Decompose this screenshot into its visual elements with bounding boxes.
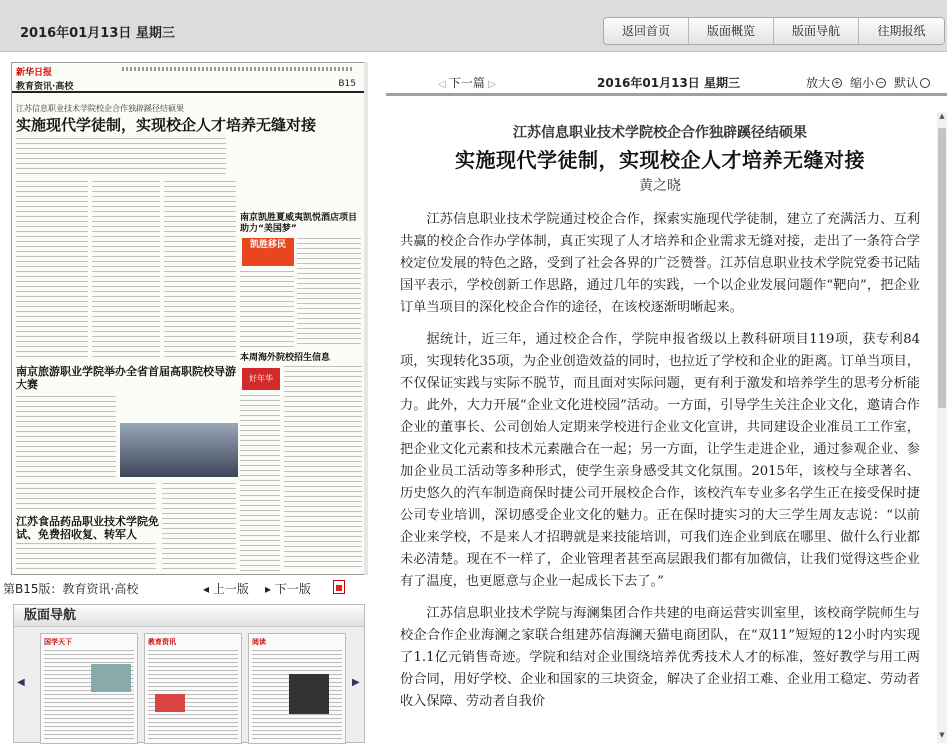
side-headline-1[interactable]: 南京凯胜夏威夷凯悦酒店项目助力“美国梦”: [240, 213, 358, 234]
current-page-label: 第B15版：教育资讯·高校: [3, 582, 139, 596]
article-kicker: 江苏信息职业技术学院校企合作独辟蹊径结硕果: [513, 125, 807, 141]
page-headline[interactable]: 实施现代学徒制，实现校企人才培养无缝对接: [16, 116, 317, 134]
article-date: 2016年01月13日 星期三: [597, 76, 740, 90]
page-footer: [3, 580, 363, 596]
zoom-out-button[interactable]: [850, 74, 886, 91]
text-column[interactable]: [16, 181, 88, 361]
next-page-label: 下一版: [274, 582, 311, 596]
thumbnail-title: 教育资讯: [148, 638, 176, 646]
issue-date: 2016年01月13日 星期三: [20, 26, 175, 41]
news-photo[interactable]: [120, 423, 238, 477]
next-page-link[interactable]: ▸ 下一版: [265, 582, 311, 596]
page-sub-headline[interactable]: 江苏信息职业技术学院校企合作独辟蹊径结硕果: [16, 104, 184, 113]
panel-title: 版面导航: [14, 605, 364, 627]
masthead-fineprint: [122, 67, 352, 71]
text-column[interactable]: [297, 238, 361, 348]
home-button[interactable]: 返回首页: [604, 18, 689, 44]
page-navigation-panel: [13, 604, 365, 743]
thumbnail-title: 阅读: [252, 638, 266, 646]
article-paragraph: 江苏信息职业技术学院与海澜集团合作共建的电商运营实训室里，该校商学院师生与校企合作企业海澜之家联合组建苏信海澜天猫电商团队，在“双11”短短的12小时内实现了1.1亿元销售奇迹。学院和结对企业围绕培养优秀技术人才的标准，签好教学与用工两份合同，用好学校、企业和国家的三块资金，解决了企业招工难、企业用工稳定、劳动者收入保障、劳动者自我价: [400, 606, 920, 709]
article-reader: [386, 62, 947, 743]
article-body: [400, 122, 920, 713]
default-size-label: 默认: [894, 76, 919, 90]
default-size-button[interactable]: [894, 74, 930, 91]
text-column[interactable]: [16, 483, 156, 513]
thumbnail-title: 国学天下: [44, 638, 72, 646]
thumbnail-image: [155, 694, 185, 712]
newspaper-section: 教育资讯·高校: [16, 82, 74, 92]
top-bar: [0, 0, 947, 52]
page-overview-button[interactable]: 版面概览: [689, 18, 774, 44]
masthead: [12, 63, 364, 93]
thumbnail-image: [289, 674, 329, 714]
article-author: 黄之晓: [639, 178, 681, 194]
next-article-link[interactable]: ◁ 下一篇 ▷: [438, 74, 496, 91]
scroll-up-icon[interactable]: ▲: [939, 112, 945, 120]
page-nav-button[interactable]: 版面导航: [774, 18, 859, 44]
article-title: 实施现代学徒制，实现校企人才培养无缝对接: [455, 148, 865, 172]
article-toolbar: [386, 62, 947, 96]
page-image-scrollbar[interactable]: [364, 62, 368, 575]
page-thumbnail[interactable]: [144, 633, 242, 744]
prev-page-link[interactable]: ◂ 上一版: [203, 582, 249, 596]
text-column[interactable]: [284, 366, 362, 571]
scroll-left-icon[interactable]: ◀: [17, 677, 25, 688]
zoom-in-button[interactable]: [806, 74, 842, 91]
ad-image-1[interactable]: 凯胜移民: [242, 238, 294, 266]
lead-text-block[interactable]: [16, 138, 226, 178]
zoom-in-label: 放大: [806, 76, 831, 90]
newspaper-page-image[interactable]: [11, 62, 365, 575]
pdf-icon[interactable]: [333, 580, 345, 594]
text-column[interactable]: [92, 181, 160, 361]
left-headline-2[interactable]: 南京旅游职业学院举办全省首届高职院校导游大赛: [16, 365, 236, 391]
ad-image-2[interactable]: 好年华: [242, 368, 280, 390]
article-scrollbar[interactable]: [937, 112, 947, 743]
newspaper-page-number: B15: [338, 79, 356, 89]
newspaper-logo: 新华日报: [16, 68, 53, 78]
text-column[interactable]: [240, 395, 280, 571]
prev-page-label: 上一版: [212, 582, 249, 596]
text-column[interactable]: [16, 396, 116, 478]
left-headline-3[interactable]: 江苏食品药品职业技术学院免试、免费招收复、转军人: [16, 515, 159, 541]
thumbnail-image: [91, 664, 131, 692]
text-column[interactable]: [240, 271, 294, 351]
minus-icon: −: [877, 77, 885, 87]
scroll-down-icon[interactable]: ▼: [939, 731, 945, 739]
circle-icon: [920, 78, 930, 88]
article-paragraph: 江苏信息职业技术学院通过校企合作，探索实施现代学徒制，建立了充满活力、互利共赢的校企合作办学体制，真正实现了人才培养和企业需求无缝对接，走出了一条符合学校定位发展的特色之路，受到了社会各界的广泛赞誉。江苏信息职业技术学院党委书记陆国平表示，学校创新工作思路，通过几年的实践，一个以企业发展问题作“靶向”，把企业订单当项目的深化校企合作的途径，在该校逐渐明晰起来。: [400, 212, 920, 315]
plus-icon: +: [833, 77, 841, 87]
top-nav: [603, 17, 945, 45]
text-column[interactable]: [164, 181, 236, 361]
page-thumbnail[interactable]: [40, 633, 138, 744]
scroll-right-icon[interactable]: ▶: [352, 677, 360, 688]
zoom-out-label: 缩小: [850, 76, 875, 90]
past-issues-button[interactable]: 往期报纸: [859, 18, 944, 44]
page-thumbnail[interactable]: [248, 633, 346, 744]
article-paragraph: 据统计，近三年，通过校企合作，学院申报省级以上教科研项目119项，获专利84项，实现转化35项，为企业创造效益的同时，也拉近了学校和企业的距离。订单当项目，不仅保证实践与实际不脱节，而且面对实际问题，更有利于激发和培养学生的思考分析能力。此外，大力开展“企业文化进校园”活动。一方面，引导学生关注企业文化，邀请合作企业的董事长、公司创始人定期来学校进行企业文化宣讲，共同建设企业准员工工作室，把企业文化元素和技术元素融合在一起；另一方面，让学生走进企业，通过参观企业、参加企业员工活动等多种形式，使学生亲身感受其文化氛围。2015年，该校与全球著名、历史悠久的汽车制造商保时捷公司开展校企合作，该校汽车专业多名学生正在接受保时捷公司专业培训，深切感受企业文化的魅力。正在保时捷实习的大三学生周友志说：“以前企业来学校，不是来人才招聘就是来技能培训，可我们连企业到底在哪里、做什么行业都未必清楚。现在不一样了，企业管理者甚至高层跟我们都有加微信，让我们觉得这些企业有了温度，也更愿意与企业一起成长下去了。”: [400, 332, 920, 589]
text-column[interactable]: [162, 483, 236, 571]
zoom-controls: [806, 74, 930, 91]
side-headline-2[interactable]: 本周海外院校招生信息: [240, 353, 331, 363]
text-column[interactable]: [16, 543, 156, 571]
scrollbar-thumb[interactable]: [938, 128, 946, 408]
